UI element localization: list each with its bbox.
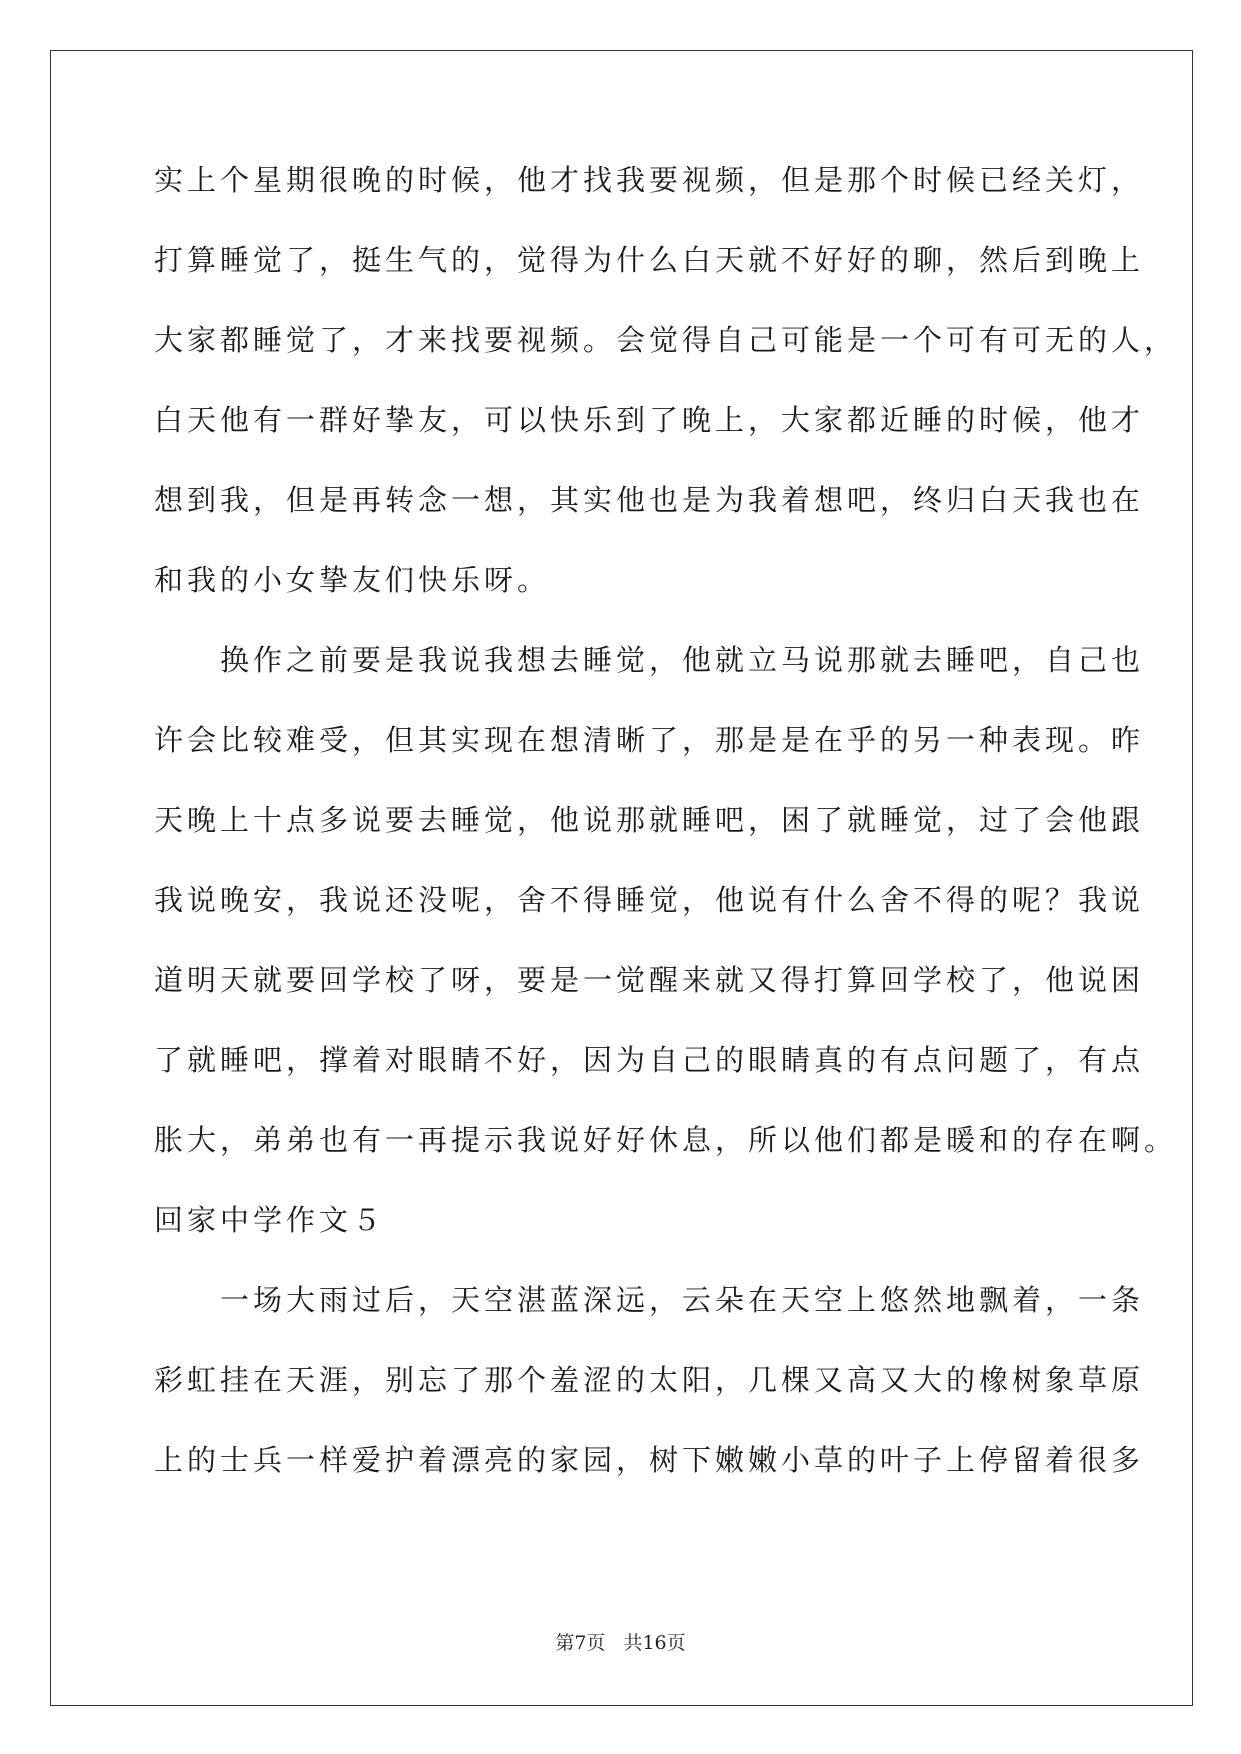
text-line-10: 我说晚安，我说还没呢，舍不得睡觉，他说有什么舍不得的呢？我说	[154, 883, 1145, 917]
page-number: 第7页	[555, 1632, 606, 1654]
text-line-1: 实上个星期很晚的时候，他才找我要视频，但是那个时候已经关灯，	[154, 163, 1145, 197]
page-footer	[0, 1628, 1241, 1655]
text-line-17: 上的士兵一样爱护着漂亮的家园，树下嫩嫩小草的叶子上停留着很多	[154, 1443, 1145, 1477]
section-heading: 回家中学作文５	[154, 1203, 386, 1237]
text-line-6: 和我的小女挚友们快乐呀。	[154, 563, 551, 597]
text-line-16: 彩虹挂在天涯，别忘了那个羞涩的太阳，几棵又高又大的橡树象草原	[154, 1363, 1145, 1397]
body-text	[154, 162, 1178, 1522]
text-line-8: 许会比较难受，但其实现在想清晰了，那是是在乎的另一种表现。昨	[154, 723, 1145, 757]
text-line-4: 白天他有一群好挚友，可以快乐到了晚上，大家都近睡的时候，他才	[154, 403, 1145, 437]
text-line-13: 胀大，弟弟也有一再提示我说好好休息，所以他们都是暖和的存在啊。	[154, 1123, 1178, 1157]
text-line-11: 道明天就要回学校了呀，要是一觉醒来就又得打算回学校了，他说困	[154, 963, 1145, 997]
text-line-3: 大家都睡觉了，才来找要视频。会觉得自己可能是一个可有可无的人，	[154, 323, 1178, 357]
text-line-12: 了就睡吧，撑着对眼睛不好，因为自己的眼睛真的有点问题了，有点	[154, 1043, 1145, 1077]
page-total: 共16页	[623, 1632, 686, 1654]
text-line-2: 打算睡觉了，挺生气的，觉得为什么白天就不好好的聊，然后到晚上	[154, 243, 1145, 277]
text-line-15: 一场大雨过后，天空湛蓝深远，云朵在天空上悠然地飘着，一条	[154, 1283, 1145, 1317]
text-line-5: 想到我，但是再转念一想，其实他也是为我着想吧，终归白天我也在	[154, 483, 1145, 517]
text-line-7: 换作之前要是我说我想去睡觉，他就立马说那就去睡吧，自己也	[154, 643, 1145, 677]
text-line-9: 天晚上十点多说要去睡觉，他说那就睡吧，困了就睡觉，过了会他跟	[154, 803, 1145, 837]
